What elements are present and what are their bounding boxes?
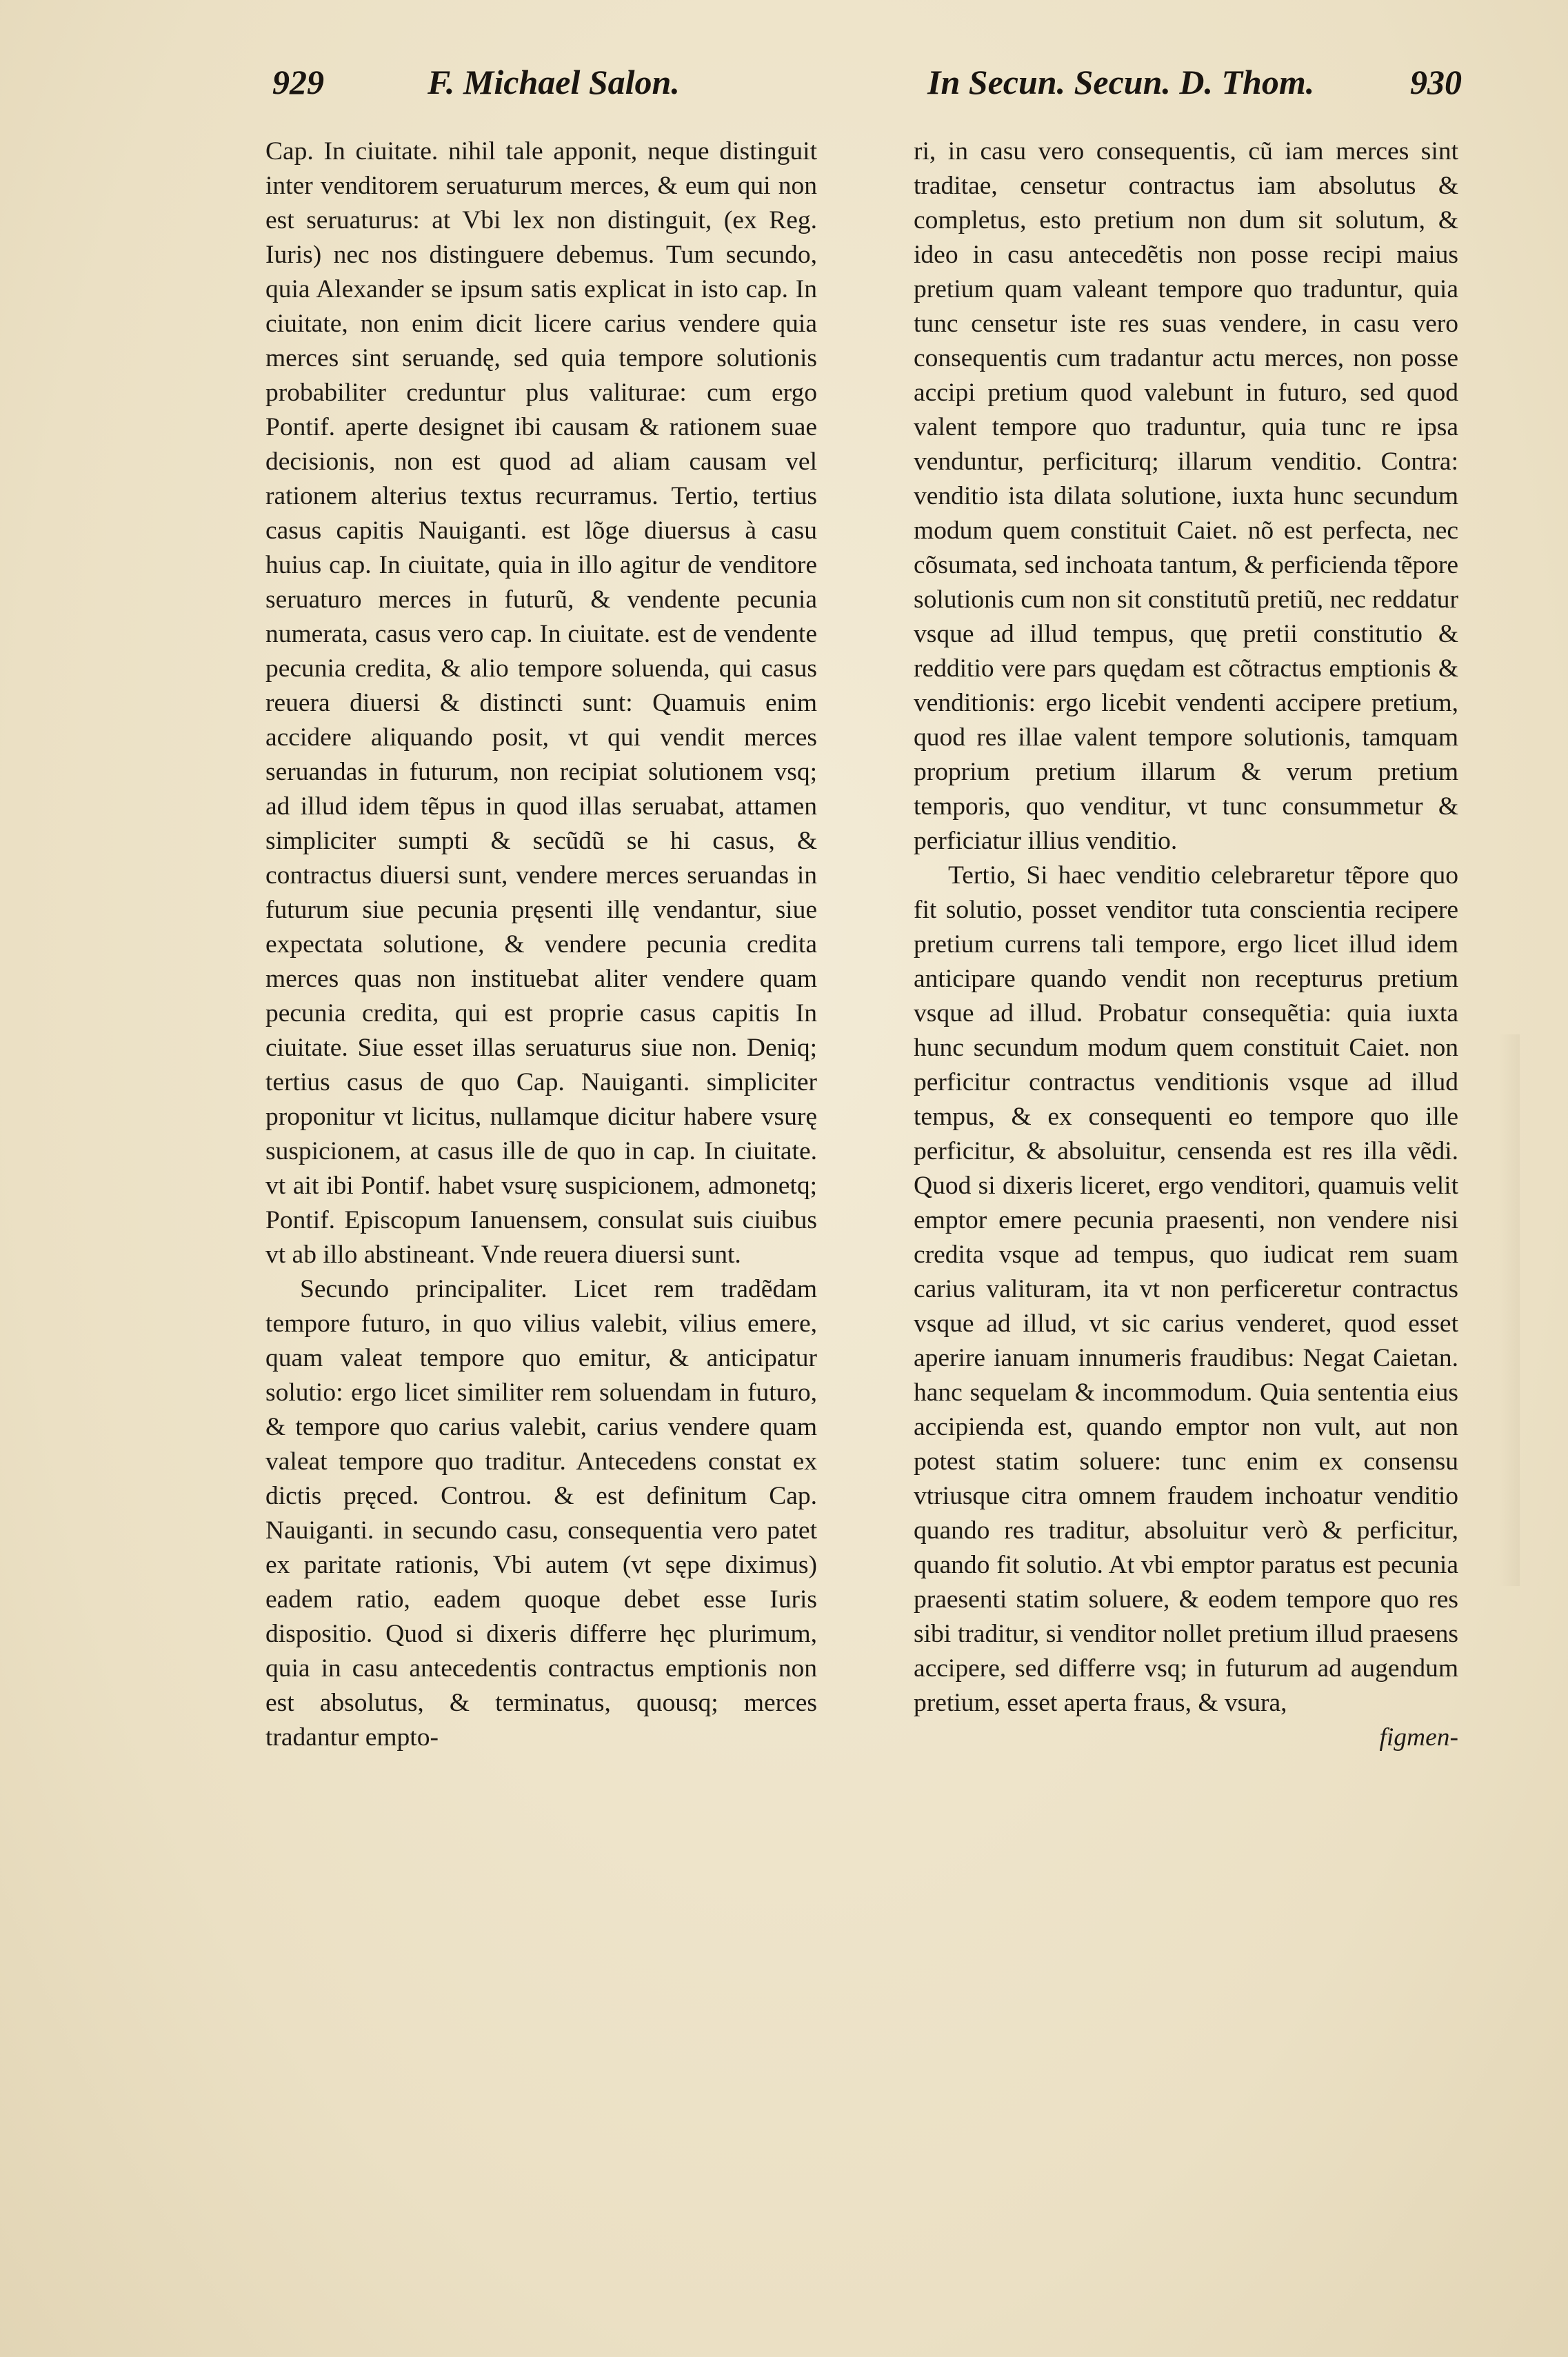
right-page-number: 930 [1410, 63, 1462, 101]
left-paragraph-1: Cap. In ciuitate. nihil tale apponit, neque distinguit inter venditorem seruaturum merces, & eum qui non est seruaturus: at Vbi lex non distinguit, (ex Reg. Iuris) nec nos distinguere debemus. Tum secundo, quia Alexander se ipsum satis explicat in isto cap. In ciuitate, non enim dicit licere carius vendere quia merces sint seruandę, sed quia tempore solutionis probabiliter creduntur plus valiturae: cum ergo Pontif. aperte designet ibi causam & rationem suae decisionis, non est quod ad aliam causam vel rationem alterius textus recurramus. Tertio, tertius casus capitis Nauiganti. est lõge diuersus à casu huius cap. In ciuitate, quia in illo agitur de venditore seruaturo merces in futurũ, & vendente pecunia numerata, casus vero cap. In ciuitate. est de vendente pecunia credita, & alio tempore soluenda, qui casus reuera diuersi & distincti sunt: Quamuis enim accidere aliquando posit, vt qui vendit merces seruandas in futurum, non recipiat solutionem vsq; ad illud idem tẽpus in quod illas seruabat, attamen simpliciter sumpti & secũdũ se hi casus, & contractus diuersi sunt, vendere merces seruandas in futurum siue pecunia pręsenti illę vendantur, siue expectata solutione, & vendere pecunia credita merces quas non instituebat aliter vendere quam pecunia credita, qui est proprie casus capitis In ciuitate. Siue esset illas seruaturus siue non. Deniq; tertius casus de quo Cap. Nauiganti. simpliciter proponitur vt licitus, nullamque dicitur habere vsurę suspicionem, at casus ille de quo in cap. In ciuitate. vt ait ibi Pontif. habet vsurę suspicionem, admonetq; Pontif. Episcopum Ianuensem, consulat suis ciuibus vt ab illo abstineant. Vnde reuera diuersi sunt. [265, 137, 817, 1269]
right-paragraph-2: Tertio, Si haec venditio celebraretur tẽpore quo fit solutio, posset venditor tuta conscientia recipere pretium currens tali tempore, ergo licet illud idem anticipare quando vendit non recepturus pretium vsque ad illud. Probatur consequẽtia: quia iuxta hunc secundum modum quem constituit Caiet. non perficitur contractus venditionis vsque ad illud tempus, & ex consequenti eo tempore quo ille perficitur, & absoluitur, censenda est res illa vẽdi. Quod si dixeris liceret, ergo venditori, quamuis velit emptor emere pecunia praesenti, non vendere nisi credita vsque ad tempus, quo iudicat rem suam carius valituram, ita vt non perficeretur contractus vsque ad illud, vt sic carius venderet, quod esset aperire ianuam innumeris fraudibus: Negat Caietan. hanc sequelam & incommodum. Quia sententia eius accipienda est, quando emptor non vult, aut non potest statim soluere: tunc enim ex consensu vtriusque citra omnem fraudem inchoatur venditio quando res traditur, absoluitur verò & perficitur, quando fit solutio. At vbi emptor paratus est pecunia praesenti statim soluere, & eodem tempore quo res sibi traditur, si venditor nollet pretium illud praesens accipere, sed differre vsq; in futurum ad augendum pretium, esset aperta fraus, & vsura, [914, 861, 1458, 1717]
left-page-number: 929 [272, 63, 324, 101]
left-text-column [265, 134, 817, 1755]
paper-shadow [1499, 1034, 1520, 1586]
running-header [0, 62, 1568, 124]
right-running-title: In Secun. Secun. D. Thom. [927, 63, 1315, 101]
right-paragraph-1: ri, in casu vero consequentis, cũ iam merces sint traditae, censetur contractus iam absolutus & completus, esto pretium non dum sit solutum, & ideo in casu antecedẽtis non posse recipi maius pretium quam valeant tempore quo traduntur, quia tunc censetur iste res suas vendere, in casu vero consequentis cum tradantur actu merces, non posse accipi pretium quod valebunt in futuro, sed quod valent tempore quo traduntur, quia tunc re ipsa venduntur, perficiturq; illarum venditio. Contra: venditio ista dilata solutione, iuxta hunc secundum modum quem constituit Caiet. nõ est perfecta, nec cõsumata, sed inchoata tantum, & perficienda tẽpore solutionis cum non sit constitutũ pretiũ, nec reddatur vsque ad illud tempus, quę pretii constitutio & redditio vere pars quędam est cõtractus emptionis & venditionis: ergo licebit vendenti accipere pretium, quod res illae valent tempore solutionis, tamquam proprium pretium illarum & verum pretium temporis, quo venditur, vt tunc consummetur & perficiatur illius venditio. [914, 137, 1458, 855]
right-text-column [914, 134, 1458, 1755]
left-running-title: F. Michael Salon. [428, 63, 680, 101]
left-paragraph-2: Secundo principaliter. Licet rem tradẽdam tempore futuro, in quo vilius valebit, vilius emere, quam valeat tempore quo emitur, & anticipatur solutio: ergo licet similiter rem soluendam in futuro, & tempore quo carius valebit, carius vendere quam valeat tempore quo traditur. Antecedens constat ex dictis pręced. Controu. & est definitum Cap. Nauiganti. in secundo casu, consequentia vero patet ex paritate rationis, Vbi autem (vt sępe diximus) eadem ratio, eadem quoque debet esse Iuris dispositio. Quod si dixeris differre hęc plurimum, quia in casu antecedentis contractus emptionis non est absolutus, & terminatus, quousq; merces tradantur empto- [265, 1275, 817, 1752]
catchword: figmen- [1379, 1723, 1458, 1752]
